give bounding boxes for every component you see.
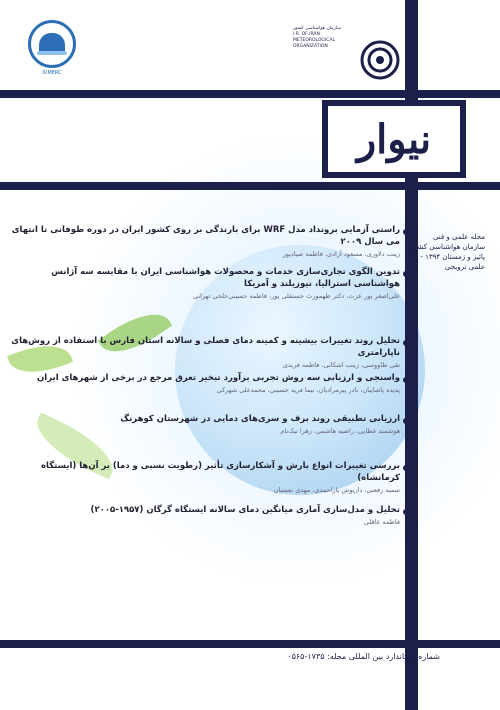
article-title: ارزیابی تطبیقی روند برف و سری‌های دمایی در شهرستان کوهرنگ [120,414,400,424]
article-title: تدوین الگوی تجاری‌سازی خدمات و محصولات هواشناسی ایران با مقایسه سه آژانس هواشناسی استرالیا، نیوزیلند و آمریکا [51,267,400,289]
wave-icon [37,51,67,55]
journal-description: مجله علمی و فنی سازمان هواشناسی کشور پائیز و زمستان ۱۳۹۴ - علمی ترویجی [410,233,485,271]
article-entry [8,266,400,301]
article-bullet [403,377,409,383]
article-bullet [403,465,409,471]
organization-name: سازمان هواشناسی کشور I.R. OF IRAN METEOROLOGICAL ORGANIZATION [293,26,341,49]
logo-caption: IUMERC [42,70,62,76]
upper-divider [0,182,500,190]
article-title: واسنجی و ارزیابی سه روش تجربی برآورد تبخیر تعرق مرجع در برخی از شهرهای ایران [37,373,400,383]
article-entry [8,224,400,259]
article-bullet [403,271,409,277]
article-title: تحلیل و مدل‌سازی آماری میانگین دمای سالانه ایستگاه گرگان (۱۹۵۷-۲۰۰۵) [90,505,400,515]
bottom-divider [0,640,500,648]
article-authors: سمیه رفعتی، داریوش یاراحمدی، مهدی نعمتیان [273,486,400,494]
article-title: بررسی تغییرات انواع بارش و آشکارسازی تأثیر (رطوبت نسبی و دما) بر آن‌ها (ایستگاه کرمانشاه) [41,461,400,483]
article-title: راستی آزمایی برونداد مدل WRF برای بارندگی بر روی کشور ایران در دوره طوفانی تا انتهای می سال ۲۰۰۹ [11,225,400,247]
article-authors: پدیده پاشاییان، نادر پیرمرادیان، نیما فرید حسینی، محمدعلی شهرکی [216,386,400,394]
issn-number: شماره استاندارد بین المللی مجله: ۱۷۳۵-۰۵۶۵ [287,652,440,661]
article-entry [8,460,400,495]
article-authors: علی‌اصغر پور عزت، دکتر طهمورث حسنقلی پور، فاطمه حسینی‌خلخی تهرانی [192,292,400,300]
article-authors: زینب دلاوری، مسعود آزادی، فاطمه صیادپور [282,250,400,258]
article-bullet [403,340,409,346]
article-bullet [403,509,409,515]
article-title: تحلیل روند تغییرات بیشینه و کمینه دمای فصلی و سالانه استان فارس با استفاده از روش‌های ناپارامتری [11,336,400,358]
article-entry [8,504,400,527]
article-entry [8,413,400,436]
article-bullet [403,229,409,235]
article-authors: هوشمند عطایی، راضیه هاشمی، زهرا نیک‌نام [280,427,400,435]
article-entry [8,335,400,370]
article-authors: تقی طاووسی، زینب اشکانی، فاطمه فریدی [282,361,400,369]
article-entry [8,372,400,395]
article-bullet [403,418,409,424]
top-divider [0,90,500,98]
meteorology-logo-icon [28,20,76,68]
journal-title: نیوار [356,115,432,163]
article-authors: فاطمه عاقلی [363,518,400,526]
title-box [322,100,466,178]
